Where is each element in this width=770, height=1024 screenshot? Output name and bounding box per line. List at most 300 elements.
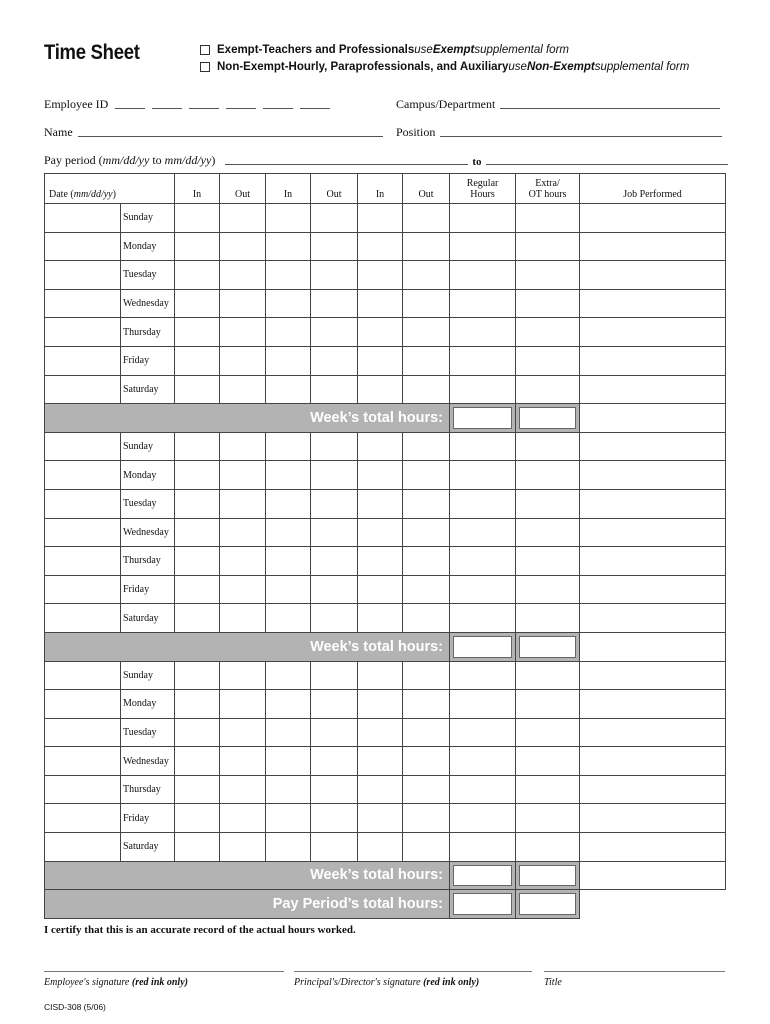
week-total-row-label: Week’s total hours:	[45, 632, 450, 661]
entry-cell[interactable]	[220, 346, 266, 375]
pay-period-total-row-blank	[580, 890, 726, 919]
entry-cell[interactable]	[266, 833, 311, 862]
entry-cell[interactable]	[450, 204, 516, 233]
entry-cell[interactable]	[403, 747, 450, 776]
entry-cell[interactable]	[516, 518, 580, 547]
entry-cell[interactable]	[580, 775, 726, 804]
position-field[interactable]	[396, 125, 722, 140]
certification-text: I certify that this is an accurate record of the actual hours worked.	[44, 924, 356, 936]
date-cell[interactable]	[45, 690, 121, 719]
entry-cell[interactable]	[580, 661, 726, 690]
week-total-row-regular[interactable]	[450, 632, 516, 661]
day-label: Sunday	[121, 204, 175, 233]
entry-cell[interactable]	[311, 833, 358, 862]
entry-cell[interactable]	[266, 346, 311, 375]
entry-cell[interactable]	[516, 261, 580, 290]
entry-cell[interactable]	[580, 518, 726, 547]
date-cell[interactable]	[45, 775, 121, 804]
entry-cell[interactable]	[175, 375, 220, 404]
entry-cell[interactable]	[220, 232, 266, 261]
week-total-row-label: Week’s total hours:	[45, 861, 450, 890]
week-total-row-extra[interactable]	[516, 404, 580, 433]
entry-cell[interactable]	[175, 346, 220, 375]
entry-cell[interactable]	[358, 575, 403, 604]
entry-cell[interactable]	[516, 547, 580, 576]
table-row	[45, 747, 726, 776]
entry-cell[interactable]	[580, 232, 726, 261]
entry-cell[interactable]	[311, 604, 358, 633]
week-total-row-blank	[580, 632, 726, 661]
entry-cell[interactable]	[403, 432, 450, 461]
entry-cell[interactable]	[358, 489, 403, 518]
entry-cell[interactable]	[403, 346, 450, 375]
entry-cell[interactable]	[358, 661, 403, 690]
entry-cell[interactable]	[358, 289, 403, 318]
entry-cell[interactable]	[450, 575, 516, 604]
day-label: Saturday	[121, 375, 175, 404]
entry-cell[interactable]	[311, 718, 358, 747]
date-cell[interactable]	[45, 346, 121, 375]
entry-cell[interactable]	[220, 318, 266, 347]
entry-cell[interactable]	[220, 747, 266, 776]
position-label: Position	[396, 125, 436, 139]
date-cell[interactable]	[45, 661, 121, 690]
entry-cell[interactable]	[358, 432, 403, 461]
option-non-exempt[interactable]: Non-Exempt-Hourly, Paraprofessionals, and Auxiliary use Non-Exempt supplemental form	[200, 61, 689, 73]
date-cell[interactable]	[45, 518, 121, 547]
entry-cell[interactable]	[450, 661, 516, 690]
entry-cell[interactable]	[358, 318, 403, 347]
day-label: Tuesday	[121, 718, 175, 747]
entry-cell[interactable]	[580, 833, 726, 862]
entry-cell[interactable]	[266, 518, 311, 547]
employee-id-label: Employee ID	[44, 97, 109, 111]
entry-cell[interactable]	[220, 547, 266, 576]
entry-cell[interactable]	[516, 804, 580, 833]
entry-cell[interactable]	[266, 604, 311, 633]
entry-cell[interactable]	[403, 232, 450, 261]
checkbox-non-exempt[interactable]	[200, 62, 210, 72]
entry-cell[interactable]	[516, 318, 580, 347]
entry-cell[interactable]	[450, 432, 516, 461]
date-cell[interactable]	[45, 804, 121, 833]
entry-cell[interactable]	[311, 747, 358, 776]
entry-cell[interactable]	[358, 518, 403, 547]
table-row	[45, 261, 726, 290]
date-cell[interactable]	[45, 232, 121, 261]
in-header: In	[175, 174, 220, 204]
entry-cell[interactable]	[358, 346, 403, 375]
entry-cell[interactable]	[266, 461, 311, 490]
entry-cell[interactable]	[220, 775, 266, 804]
entry-cell[interactable]	[580, 489, 726, 518]
date-cell[interactable]	[45, 204, 121, 233]
entry-cell[interactable]	[311, 318, 358, 347]
entry-cell[interactable]	[358, 718, 403, 747]
entry-cell[interactable]	[358, 232, 403, 261]
in-header: In	[358, 174, 403, 204]
entry-cell[interactable]	[266, 718, 311, 747]
entry-cell[interactable]	[450, 518, 516, 547]
entry-cell[interactable]	[580, 718, 726, 747]
entry-cell[interactable]	[403, 604, 450, 633]
pay-period-to: to	[472, 156, 482, 168]
entry-cell[interactable]	[311, 661, 358, 690]
entry-cell[interactable]	[403, 518, 450, 547]
day-label: Thursday	[121, 318, 175, 347]
entry-cell[interactable]	[580, 346, 726, 375]
date-cell[interactable]	[45, 575, 121, 604]
entry-cell[interactable]	[580, 375, 726, 404]
entry-cell[interactable]	[358, 604, 403, 633]
entry-cell[interactable]	[220, 204, 266, 233]
day-label: Monday	[121, 461, 175, 490]
entry-cell[interactable]	[266, 204, 311, 233]
extra-ot-header: Extra/ OT hours	[516, 174, 580, 204]
entry-cell[interactable]	[311, 289, 358, 318]
entry-cell[interactable]	[358, 461, 403, 490]
entry-cell[interactable]	[220, 289, 266, 318]
entry-cell[interactable]	[403, 375, 450, 404]
name-field[interactable]	[44, 125, 383, 140]
entry-cell[interactable]	[516, 604, 580, 633]
name-label: Name	[44, 125, 73, 139]
entry-cell[interactable]	[403, 661, 450, 690]
week-total-row-extra[interactable]	[516, 632, 580, 661]
entry-cell[interactable]	[175, 461, 220, 490]
form-number: CISD-308 (5/06)	[44, 1002, 106, 1012]
entry-cell[interactable]	[450, 747, 516, 776]
entry-cell[interactable]	[358, 775, 403, 804]
date-cell[interactable]	[45, 489, 121, 518]
entry-cell[interactable]	[175, 718, 220, 747]
entry-cell[interactable]	[580, 318, 726, 347]
table-row	[45, 804, 726, 833]
entry-cell[interactable]	[311, 489, 358, 518]
pay-period-label: Pay period (mm/dd/yy to mm/dd/yy)	[44, 153, 216, 167]
table-row	[45, 489, 726, 518]
entry-cell[interactable]	[516, 346, 580, 375]
entry-cell[interactable]	[403, 204, 450, 233]
checkbox-exempt[interactable]	[200, 45, 210, 55]
table-header-row	[45, 174, 726, 204]
entry-cell[interactable]	[175, 204, 220, 233]
entry-cell[interactable]	[358, 204, 403, 233]
entry-cell[interactable]	[516, 575, 580, 604]
table-row	[45, 461, 726, 490]
entry-cell[interactable]	[516, 489, 580, 518]
entry-cell[interactable]	[450, 232, 516, 261]
entry-cell[interactable]	[311, 804, 358, 833]
entry-cell[interactable]	[175, 690, 220, 719]
table-row	[45, 775, 726, 804]
entry-cell[interactable]	[266, 375, 311, 404]
week-total-row	[45, 404, 726, 433]
entry-cell[interactable]	[220, 575, 266, 604]
pay-period-total-row-regular[interactable]	[450, 890, 516, 919]
entry-cell[interactable]	[403, 690, 450, 719]
entry-cell[interactable]	[403, 718, 450, 747]
entry-cell[interactable]	[175, 318, 220, 347]
day-label: Tuesday	[121, 261, 175, 290]
entry-cell[interactable]	[580, 690, 726, 719]
entry-cell[interactable]	[580, 261, 726, 290]
week-total-row-extra[interactable]	[516, 861, 580, 890]
date-cell[interactable]	[45, 833, 121, 862]
day-label: Wednesday	[121, 518, 175, 547]
date-cell[interactable]	[45, 261, 121, 290]
entry-cell[interactable]	[175, 747, 220, 776]
entry-cell[interactable]	[450, 775, 516, 804]
entry-cell[interactable]	[580, 432, 726, 461]
entry-cell[interactable]	[403, 461, 450, 490]
entry-cell[interactable]	[358, 375, 403, 404]
table-row	[45, 375, 726, 404]
table-row	[45, 232, 726, 261]
entry-cell[interactable]	[311, 432, 358, 461]
entry-cell[interactable]	[403, 804, 450, 833]
week-total-row-blank	[580, 404, 726, 433]
date-cell[interactable]	[45, 432, 121, 461]
entry-cell[interactable]	[403, 547, 450, 576]
week-total-row	[45, 861, 726, 890]
entry-cell[interactable]	[266, 775, 311, 804]
entry-cell[interactable]	[220, 804, 266, 833]
principal-signature-label: Principal's/Director's signature (red ink only)	[294, 977, 480, 988]
entry-cell[interactable]	[311, 204, 358, 233]
entry-cell[interactable]	[175, 489, 220, 518]
entry-cell[interactable]	[311, 461, 358, 490]
entry-cell[interactable]	[311, 232, 358, 261]
entry-cell[interactable]	[175, 575, 220, 604]
entry-cell[interactable]	[220, 432, 266, 461]
table-row	[45, 204, 726, 233]
pay-period-field[interactable]	[44, 153, 728, 168]
entry-cell[interactable]	[516, 375, 580, 404]
entry-cell[interactable]	[516, 232, 580, 261]
week-total-row-regular[interactable]	[450, 404, 516, 433]
date-cell[interactable]	[45, 718, 121, 747]
entry-cell[interactable]	[403, 775, 450, 804]
entry-cell[interactable]	[403, 833, 450, 862]
entry-cell[interactable]	[175, 432, 220, 461]
day-label: Thursday	[121, 775, 175, 804]
table-row	[45, 575, 726, 604]
day-label: Friday	[121, 804, 175, 833]
table-row	[45, 289, 726, 318]
entry-cell[interactable]	[358, 690, 403, 719]
entry-cell[interactable]	[580, 461, 726, 490]
entry-cell[interactable]	[266, 261, 311, 290]
entry-cell[interactable]	[220, 461, 266, 490]
entry-cell[interactable]	[220, 489, 266, 518]
table-row	[45, 690, 726, 719]
entry-cell[interactable]	[580, 575, 726, 604]
entry-cell[interactable]	[220, 375, 266, 404]
entry-cell[interactable]	[450, 289, 516, 318]
entry-cell[interactable]	[516, 775, 580, 804]
entry-cell[interactable]	[358, 747, 403, 776]
entry-cell[interactable]	[450, 547, 516, 576]
date-cell[interactable]	[45, 318, 121, 347]
entry-cell[interactable]	[220, 718, 266, 747]
table-row	[45, 661, 726, 690]
entry-cell[interactable]	[450, 604, 516, 633]
entry-cell[interactable]	[175, 232, 220, 261]
entry-cell[interactable]	[516, 432, 580, 461]
entry-cell[interactable]	[175, 775, 220, 804]
entry-cell[interactable]	[516, 747, 580, 776]
entry-cell[interactable]	[220, 604, 266, 633]
day-label: Thursday	[121, 547, 175, 576]
out-header: Out	[311, 174, 358, 204]
in-header: In	[266, 174, 311, 204]
entry-cell[interactable]	[516, 204, 580, 233]
date-cell[interactable]	[45, 375, 121, 404]
entry-cell[interactable]	[516, 718, 580, 747]
entry-cell[interactable]	[175, 547, 220, 576]
out-header: Out	[403, 174, 450, 204]
entry-cell[interactable]	[450, 375, 516, 404]
entry-cell[interactable]	[450, 690, 516, 719]
out-header: Out	[220, 174, 266, 204]
employee-id-field[interactable]	[44, 97, 330, 112]
day-label: Wednesday	[121, 747, 175, 776]
entry-cell[interactable]	[403, 289, 450, 318]
option-exempt[interactable]: Exempt-Teachers and Professionals use Exempt supplemental form	[200, 44, 569, 56]
entry-cell[interactable]	[450, 461, 516, 490]
entry-cell[interactable]	[220, 661, 266, 690]
entry-cell[interactable]	[266, 289, 311, 318]
entry-cell[interactable]	[516, 661, 580, 690]
table-row	[45, 547, 726, 576]
day-label: Friday	[121, 346, 175, 375]
entry-cell[interactable]	[266, 547, 311, 576]
entry-cell[interactable]	[358, 804, 403, 833]
entry-cell[interactable]	[403, 489, 450, 518]
entry-cell[interactable]	[311, 375, 358, 404]
entry-cell[interactable]	[175, 518, 220, 547]
entry-cell[interactable]	[266, 690, 311, 719]
day-label: Tuesday	[121, 489, 175, 518]
date-cell[interactable]	[45, 747, 121, 776]
regular-hours-header: Regular Hours	[450, 174, 516, 204]
entry-cell[interactable]	[175, 804, 220, 833]
entry-cell[interactable]	[311, 690, 358, 719]
pay-period-total-row-label: Pay Period’s total hours:	[45, 890, 450, 919]
employee-signature-label: Employee's signature (red ink only)	[44, 977, 188, 988]
entry-cell[interactable]	[266, 804, 311, 833]
entry-cell[interactable]	[175, 261, 220, 290]
entry-cell[interactable]	[266, 432, 311, 461]
campus-label: Campus/Department	[396, 97, 496, 111]
title-label: Title	[544, 977, 562, 988]
entry-cell[interactable]	[175, 661, 220, 690]
entry-cell[interactable]	[358, 547, 403, 576]
entry-cell[interactable]	[580, 804, 726, 833]
entry-cell[interactable]	[516, 690, 580, 719]
entry-cell[interactable]	[403, 318, 450, 347]
day-label: Saturday	[121, 833, 175, 862]
entry-cell[interactable]	[403, 261, 450, 290]
date-cell[interactable]	[45, 547, 121, 576]
entry-cell[interactable]	[266, 661, 311, 690]
entry-cell[interactable]	[175, 833, 220, 862]
entry-cell[interactable]	[516, 833, 580, 862]
date-cell[interactable]	[45, 604, 121, 633]
week-total-row	[45, 632, 726, 661]
table-row	[45, 604, 726, 633]
week-total-row-regular[interactable]	[450, 861, 516, 890]
entry-cell[interactable]	[450, 833, 516, 862]
entry-cell[interactable]	[266, 489, 311, 518]
entry-cell[interactable]	[266, 318, 311, 347]
entry-cell[interactable]	[450, 318, 516, 347]
day-label: Sunday	[121, 661, 175, 690]
entry-cell[interactable]	[450, 489, 516, 518]
pay-period-total-row	[45, 890, 726, 919]
entry-cell[interactable]	[516, 289, 580, 318]
day-label: Saturday	[121, 604, 175, 633]
entry-cell[interactable]	[311, 575, 358, 604]
time-sheet-table	[44, 173, 726, 919]
table-row	[45, 432, 726, 461]
table-row	[45, 318, 726, 347]
table-row	[45, 346, 726, 375]
entry-cell[interactable]	[311, 775, 358, 804]
entry-cell[interactable]	[220, 690, 266, 719]
entry-cell[interactable]	[450, 261, 516, 290]
entry-cell[interactable]	[358, 261, 403, 290]
entry-cell[interactable]	[580, 547, 726, 576]
entry-cell[interactable]	[403, 575, 450, 604]
entry-cell[interactable]	[266, 575, 311, 604]
date-cell[interactable]	[45, 289, 121, 318]
job-performed-header: Job Performed	[580, 174, 726, 204]
entry-cell[interactable]	[220, 261, 266, 290]
entry-cell[interactable]	[266, 232, 311, 261]
entry-cell[interactable]	[266, 747, 311, 776]
entry-cell[interactable]	[580, 204, 726, 233]
table-row	[45, 833, 726, 862]
campus-field[interactable]	[396, 97, 720, 112]
entry-cell[interactable]	[220, 518, 266, 547]
entry-cell[interactable]	[580, 289, 726, 318]
entry-cell[interactable]	[450, 346, 516, 375]
entry-cell[interactable]	[311, 346, 358, 375]
entry-cell[interactable]	[516, 461, 580, 490]
day-label: Monday	[121, 232, 175, 261]
entry-cell[interactable]	[450, 804, 516, 833]
day-label: Wednesday	[121, 289, 175, 318]
entry-cell[interactable]	[175, 604, 220, 633]
day-label: Sunday	[121, 432, 175, 461]
pay-period-total-row-extra[interactable]	[516, 890, 580, 919]
date-cell[interactable]	[45, 461, 121, 490]
entry-cell[interactable]	[580, 604, 726, 633]
entry-cell[interactable]	[311, 518, 358, 547]
entry-cell[interactable]	[358, 833, 403, 862]
entry-cell[interactable]	[220, 833, 266, 862]
day-label: Monday	[121, 690, 175, 719]
entry-cell[interactable]	[311, 547, 358, 576]
entry-cell[interactable]	[311, 261, 358, 290]
week-total-row-label: Week’s total hours:	[45, 404, 450, 433]
entry-cell[interactable]	[175, 289, 220, 318]
day-label: Friday	[121, 575, 175, 604]
entry-cell[interactable]	[450, 718, 516, 747]
entry-cell[interactable]	[580, 747, 726, 776]
